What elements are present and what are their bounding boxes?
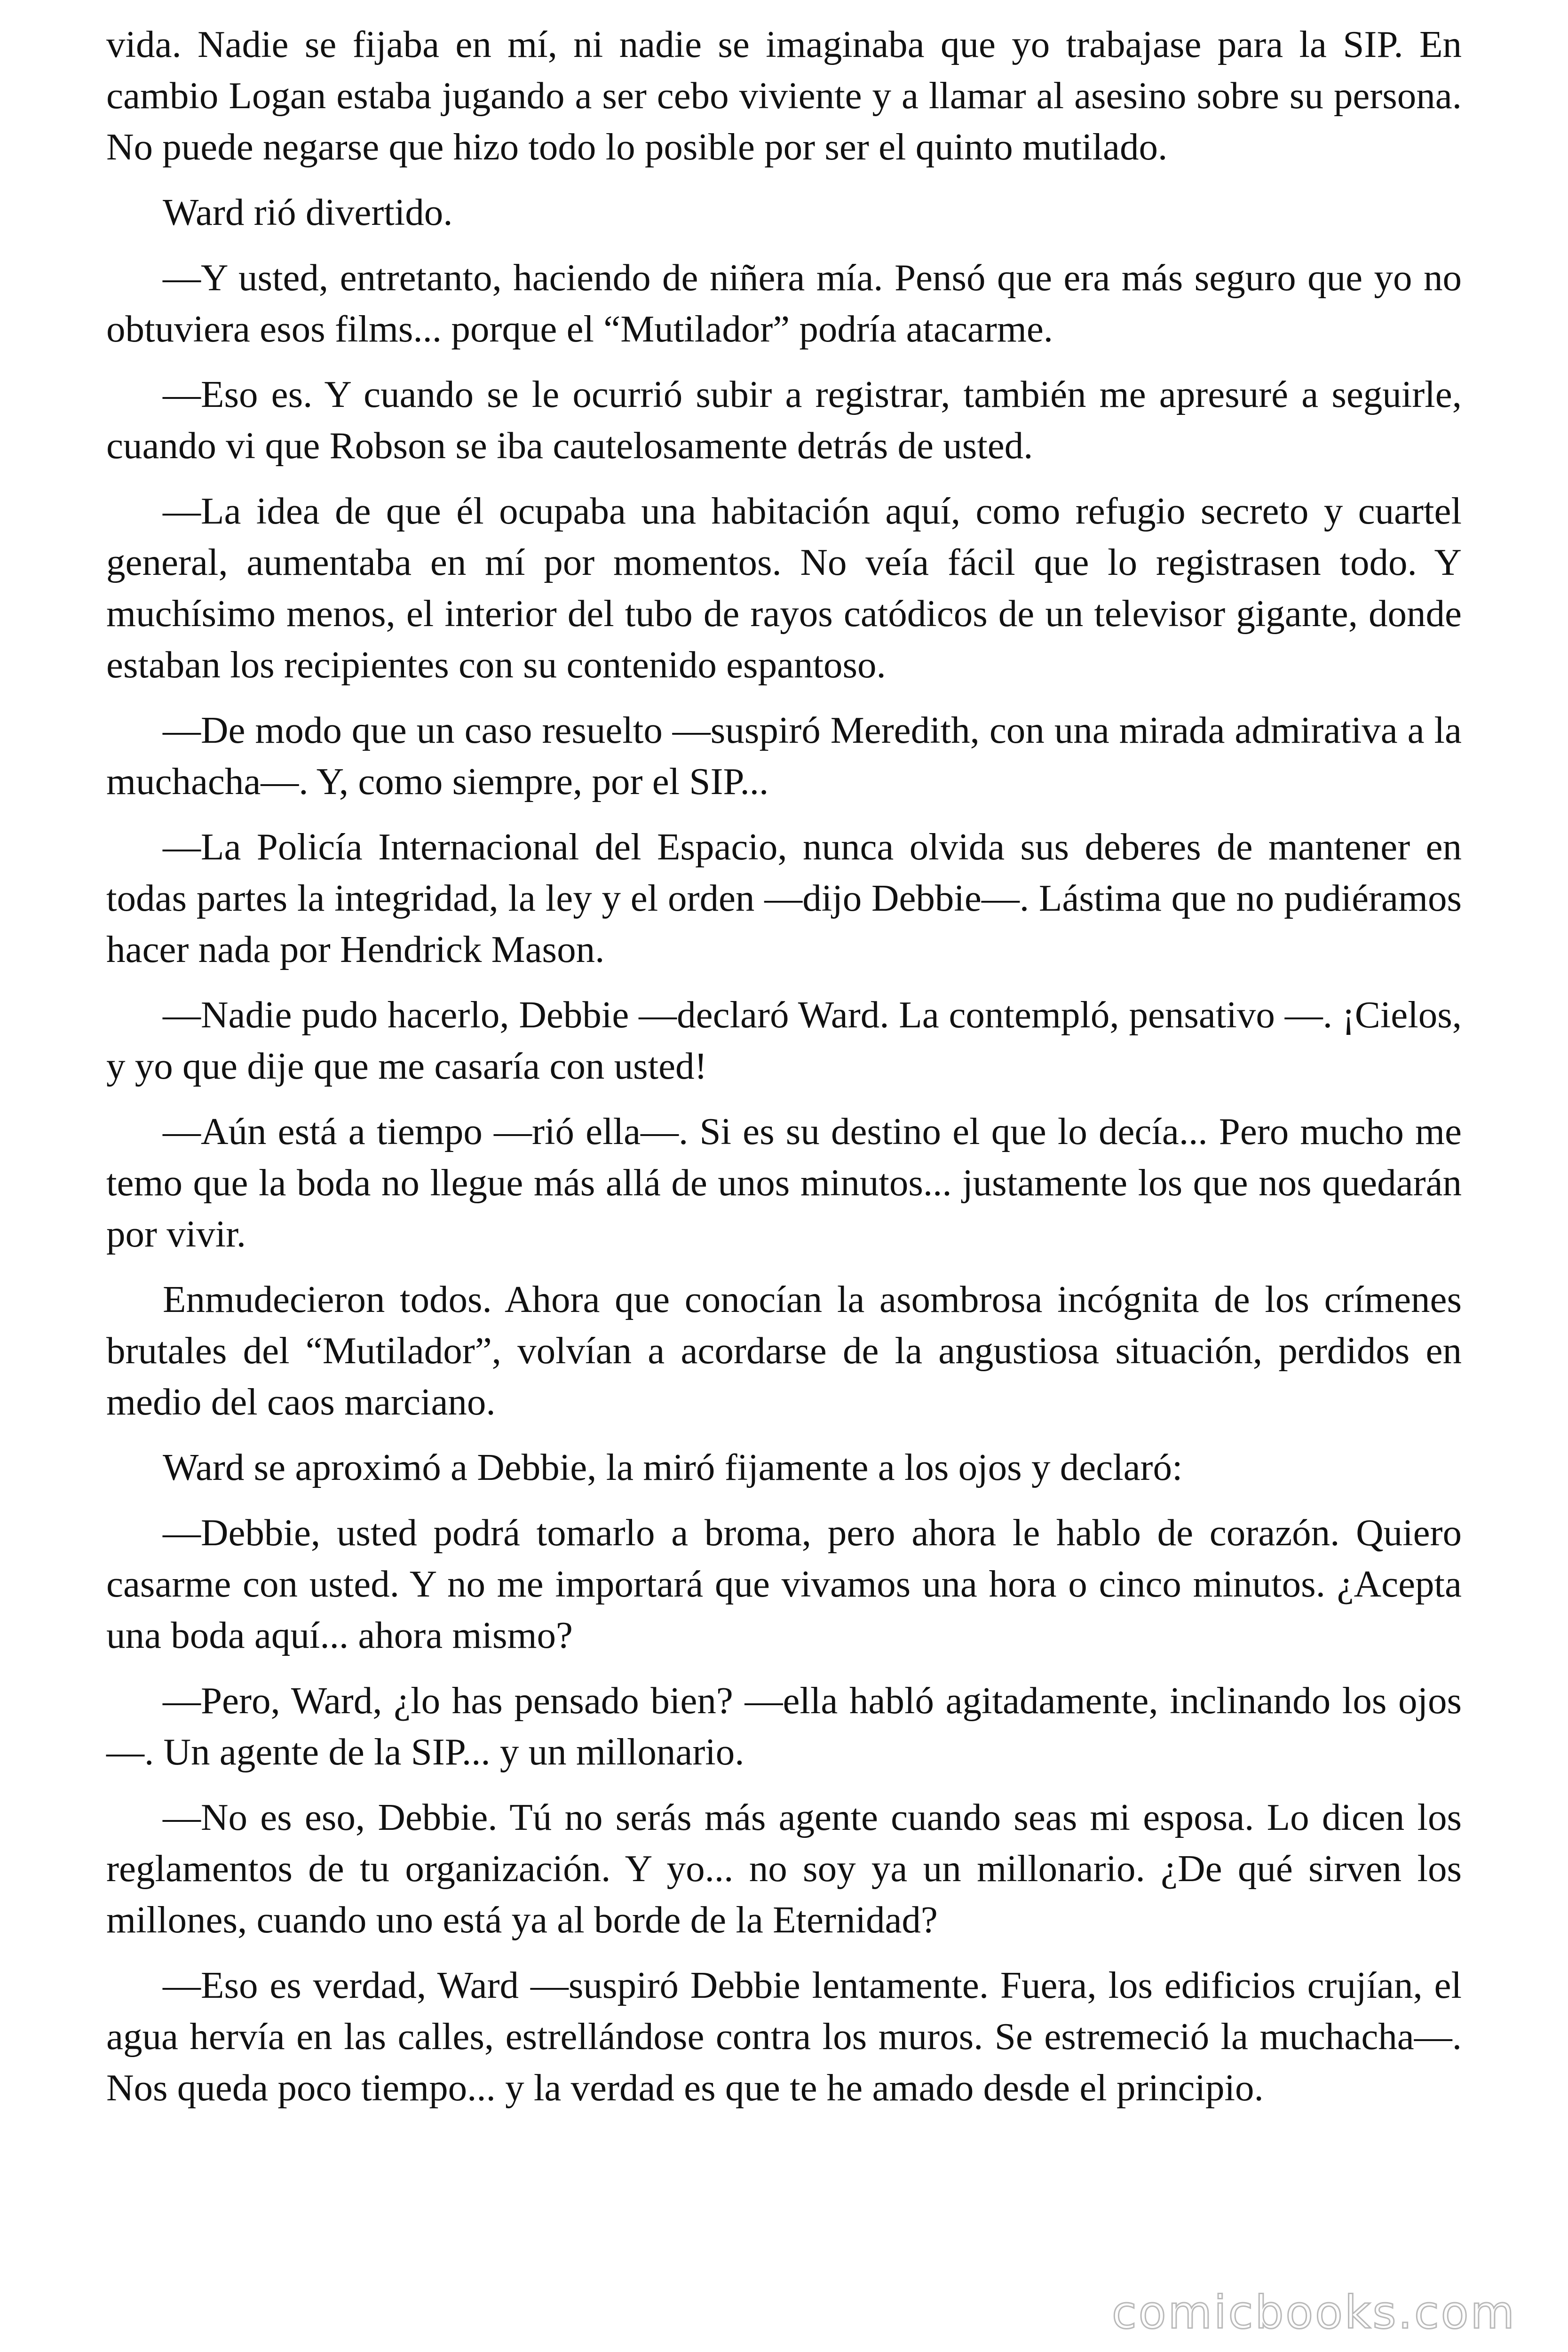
paragraph: vida. Nadie se fijaba en mí, ni nadie se imaginaba que yo trabajase para la SIP. En cambio Logan estaba jugando a ser cebo viviente y a llamar al asesino sobre su persona. No puede negarse que hizo todo lo posible por ser el quinto mutilado. [106, 23, 1462, 168]
paragraph: Ward rió divertido. [163, 191, 453, 233]
watermark: comicbooks.com [1111, 2286, 1516, 2339]
paragraph: —No es eso, Debbie. Tú no serás más agente cuando seas mi esposa. Lo dicen los reglamentos de tu organización. Y yo... no soy ya un millonario. ¿De qué sirven los millones, cuando uno está ya al borde de la Eternidad? [106, 1796, 1462, 1941]
paragraph: Ward se aproximó a Debbie, la miró fijamente a los ojos y declaró: [163, 1446, 1183, 1488]
paragraph: —Debbie, usted podrá tomarlo a broma, pero ahora le hablo de corazón. Quiero casarme con usted. Y no me importará que vivamos una hora o cinco minutos. ¿Acepta una boda aquí... ahora mismo? [106, 1511, 1462, 1656]
paragraph: —Aún está a tiempo —rió ella—. Si es su destino el que lo decía... Pero mucho me temo que la boda no llegue más allá de unos minutos... justamente los que nos quedarán por vivir. [106, 1110, 1462, 1255]
paragraph: —Eso es. Y cuando se le ocurrió subir a registrar, también me apresuré a seguirle, cuando vi que Robson se iba cautelosamente detrás de usted. [106, 373, 1462, 467]
paragraph: —De modo que un caso resuelto —suspiró Meredith, con una mirada admirativa a la muchacha—. Y, como siempre, por el SIP... [106, 709, 1462, 803]
paragraph: —Eso es verdad, Ward —suspiró Debbie lentamente. Fuera, los edificios crujían, el agua hervía en las calles, estrellándose contra los muros. Se estremeció la muchacha—. Nos queda poco tiempo... y la verdad es que te he amado desde el principio. [106, 1964, 1462, 2109]
paragraph: —Pero, Ward, ¿lo has pensado bien? —ella habló agitadamente, inclinando los ojos—. Un agente de la SIP... y un millonario. [106, 1679, 1462, 1773]
paragraph: Enmudecieron todos. Ahora que conocían la asombrosa incógnita de los crímenes brutales del “Mutilador”, volvían a acordarse de la angustiosa situación, perdidos en medio del caos marciano. [106, 1278, 1462, 1423]
page-body [106, 19, 1462, 2128]
paragraph: —Y usted, entretanto, haciendo de niñera mía. Pensó que era más seguro que yo no obtuviera esos films... porque el “Mutilador” podría atacarme. [106, 256, 1462, 350]
paragraph: —La idea de que él ocupaba una habitación aquí, como refugio secreto y cuartel general, aumentaba en mí por momentos. No veía fácil que lo registrasen todo. Y muchísimo menos, el interior del tubo de rayos catódicos de un televisor gigante, donde estaban los recipientes con su contenido espantoso. [106, 490, 1462, 686]
paragraph: —Nadie pudo hacerlo, Debbie —declaró Ward. La contempló, pensativo —. ¡Cielos, y yo que dije que me casaría con usted! [106, 993, 1462, 1087]
paragraph: —La Policía Internacional del Espacio, nunca olvida sus deberes de mantener en todas partes la integridad, la ley y el orden —dijo Debbie—. Lástima que no pudiéramos hacer nada por Hendrick Mason. [106, 826, 1462, 970]
